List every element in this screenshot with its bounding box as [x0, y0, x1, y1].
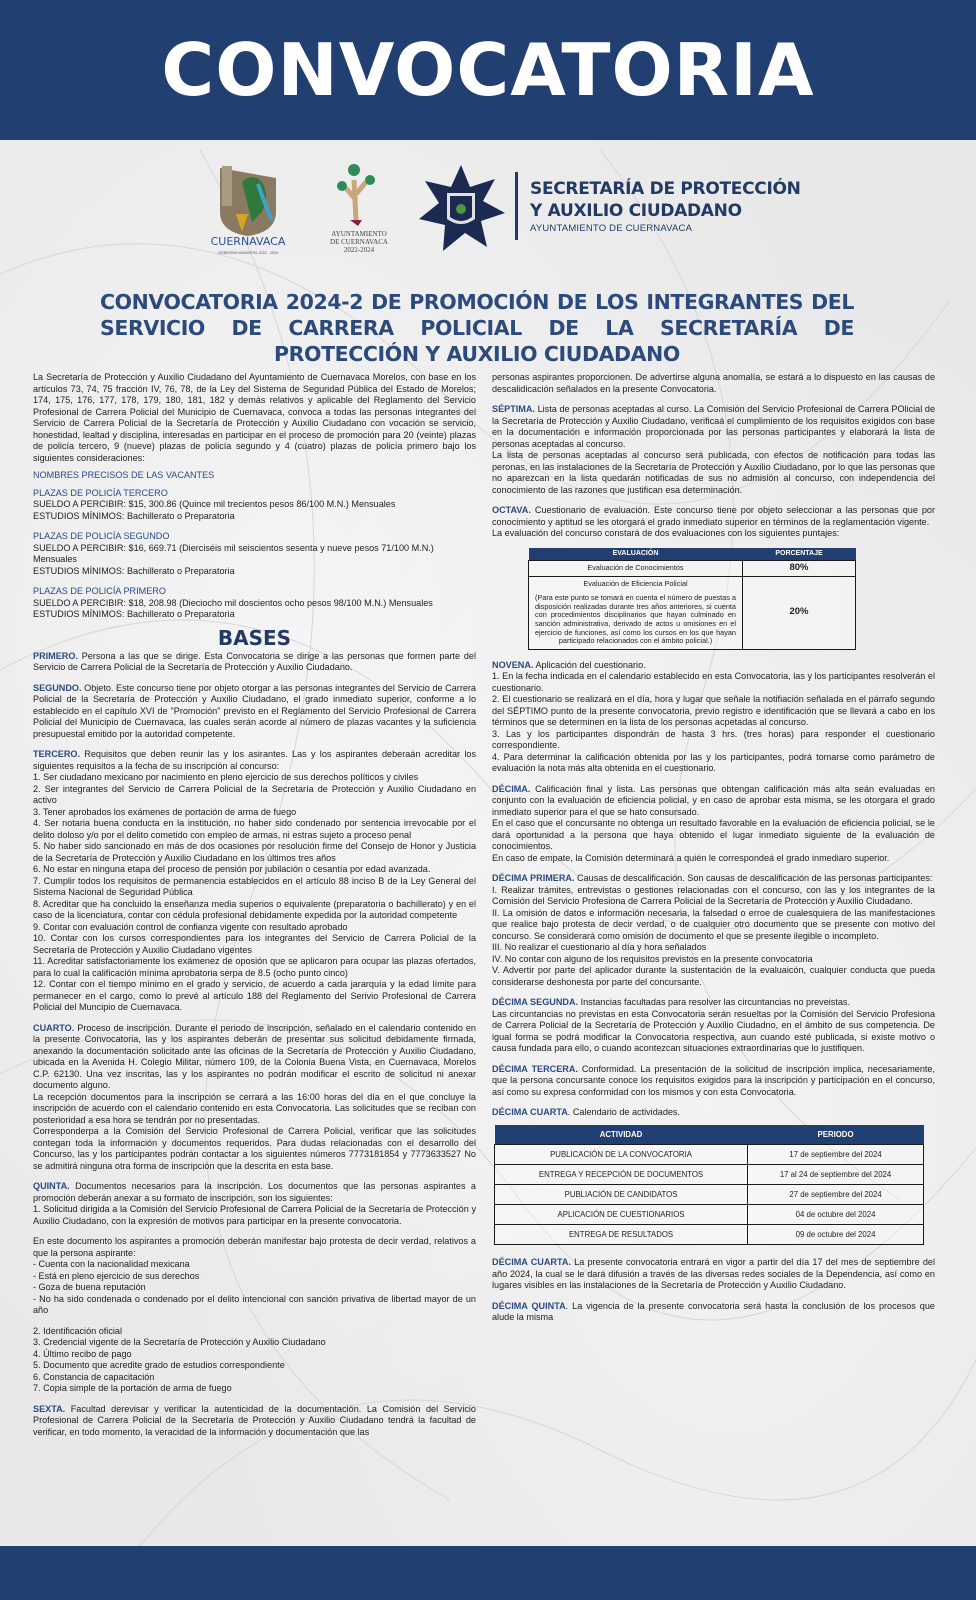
base-cuarto-text: Proceso de inscripción. Durante el periodo de inscripción, señalado en el calendario contenido en la presente Convocatoria, las y los aspirantes deberán de presentar sus solicitud debidamente firmada, anexando la documentación solicitado ante las oficinas de la Secretaría de Protección y Auxilio Ciudadano, ubicada en la Avenida H. Colegio Militar, número 109, de la Colonia Buena Vista, en Cuernavaca, Morelos C.P. 62130. Una vez inscritas, las y los aspirantes no podrán modificar el escrito de solicitud ni anexar documento alguno.: [33, 1022, 476, 1090]
vacancy-salary: SUELDO A PERCIBIR: $18, 208.98 (Dieciocho mil doscientos ocho pesos 98/100 M.N.) Mensuales: [33, 597, 433, 608]
novena-item: 1. En la fecha indicada en el calendario establecido en esta Convocatoria, las y los participantes resolverán el cuestionario.: [492, 671, 935, 693]
base-decima-tercera: [492, 1064, 935, 1099]
intro-paragraph: La Secretaría de Protección y Auxilio Ciudadano del Ayuntamiento de Cuernavaca Morelos, con base en los artículos 73, 74, 75 fracción IV, 76, 78, de la Ley del Sistema de Seguridad Pública del Estado de Morelos; 174, 175, 176, 177, 178, 179, 180, 181, 182 y demás relativos y aplicable del Reglamento del Servicio Profesional de Carrera Policial del Municipio de Cuernavaca, convoca a todas las personas integrantes del Servicio de Carrera Policial de la Secretaría de Protección y Auxilio Ciudadano con vocación se servicio, honestidad, lealtad y disciplina, interesadas en participar en el proceso de promoción para 20 (veinte) plazas de policía tercero, 9 (nueve) plazas de policía segundo y 4 (cuatro) plazas de policía primero bajo los siguientes consideraciones:: [33, 372, 476, 463]
calendar-table: [494, 1125, 924, 1246]
disqualification-item: V. Advertir por parte del aplicador durante la sustentación de la evaluaicón, cualquier conducta que pueda considerarse deshonesta por parte del concursante.: [492, 965, 935, 987]
eval-description: (Para este punto se tomará en cuenta el número de puestas a disposición realizadas durante tres años anteriores, si cuenta con procedimientos disciplinarios que hayan culminado en sanción administrativa, derivado de actos u omisiones en el ejercicio de funciones, así como los cursos en los que hayan participado relacionados con el ámbito policial.): [535, 593, 736, 646]
base-decima-text: Calificación final y lista. Las personas que obtengan calificación más alta seán evaluadas en conjunto con la evaluación de eficiencia policial, y en caso de aprobar esta misma, se les otorgara el grado inmediato superior para el que se hato consursado.: [492, 783, 935, 817]
vacancy-salary: SUELDO A PERCIBIR: $15, 300.86 (Quince mil trecientos pesos 86/100 M.N.) Mensuales: [33, 499, 396, 509]
base-novena: [492, 660, 935, 775]
base-octava-keyword: OCTAVA.: [492, 505, 531, 515]
base-sexta: [33, 1404, 476, 1439]
base-primero-text: Persona a las que se dirige. Esta Convocatoria se dirige a las personas que formen parte del Servicio de Carrera Policial de la Secretaría de Protección y Auxilio Ciudadano.: [33, 650, 476, 672]
vacancies-heading: NOMBRES PRECISOS DE LAS VACANTES: [33, 470, 215, 480]
calendar-activity: PUBLICACIÓN DE LA CONVOCATORIA: [495, 1145, 748, 1165]
calendar-activity: PUBLIACIÓN DE CANDIDATOS: [495, 1185, 748, 1205]
table-row: [529, 561, 856, 577]
table-row: [529, 576, 856, 649]
ayuntamiento-line1: AYUNTAMIENTO: [331, 230, 387, 238]
vacancy-studies: ESTUDIOS MÍNIMOS: Bachillerato o Preparatoria: [33, 609, 235, 619]
base-decima-paragraph: En el caso que el concursante no obtenga un resultado favorable en la evaluación de eficiencia policial, se le dará oportunidad a la persona que haya obtenido el lugar inmediato siguiente de la evaluación de conocimientos.: [492, 818, 935, 852]
vacancy-name: PLAZAS DE POLICÍA TERCERO: [33, 487, 168, 498]
document-item: 2. Identificación oficial: [33, 1325, 122, 1336]
requirement-item: 4. Ser notaria buena conducta en la institución, no haber sido condenado por sentencia irrevocable por el delito doloso y/o por el delito cometido con empleo de armas, ni estras sujeto a proceso penal: [33, 818, 476, 840]
ayuntamiento-line2: DE CUERNAVACA: [330, 238, 388, 246]
base-decima-quinta-keyword: DÉCIMA QUINTA: [492, 1300, 566, 1311]
base-cuarto-paragraph: Corresponderpa a la Comisión del Servicio Profesional de Carrera Policial, verificar que las solicitudes contegan toda la información y documentos requeridos. Para dudas relacionadas con el desarrollo del Concurso, las y los participantes podrán contactar a los siguientes números 7773181854 y 7773633527 No se admitirá ninguna otra forma de inscripción que la descrita en esta base.: [33, 1126, 476, 1171]
calendar-activity: ENTREGA Y RECEPCIÓN DE DOCUMENTOS: [495, 1165, 748, 1185]
top-banner: [0, 0, 976, 140]
requirement-item: 11. Acreditar satisfactoriamente los exámenez de oposión que se aplicaron para ocupar las plazas ofertados, para lo cual la calificación mínima aprobatoria serpa de 8.5 (ocho punto cinco): [33, 956, 476, 978]
base-decima-tercera-keyword: DÉCIMA TERCERA.: [492, 1063, 578, 1074]
base-segundo: [33, 683, 476, 741]
base-sexta-text: Facultad derevisar y verificar la autenticidad de la documentación. La Comisión del Servicio Profesional de Carrera Policial de la Secretaría de Protección y Auxilio Ciudadano tendrá la facultad de verificar, en todo momento, la veracidad de la información y documentación que las: [33, 1403, 476, 1437]
cuernavaca-logo-name: CUERNAVACA: [210, 235, 286, 248]
base-quinta: [33, 1181, 476, 1395]
ayuntamiento-logo: [318, 160, 400, 260]
base-tercero: [33, 749, 476, 1014]
requirement-item: 8. Acreditar que ha concluido la enseñanza media superios o equivalente (preparatoria o bachillerato) y en el caso de la licenciatura, contar con cédula profesional debidamente expedida por la autoridad competente: [33, 898, 476, 920]
vacancy-name: PLAZAS DE POLICÍA PRIMERO: [33, 586, 166, 596]
tree-icon: [337, 164, 375, 226]
vacancy-salary: SUELDO A PERCIBIR: $16, 669.71 (Dierciséis mil seiscientos sesenta y nueve pesos 71/100 M.N.) Mensuales: [33, 542, 434, 564]
base-primero: [33, 651, 476, 674]
document-item: 6. Constancia de capacitación: [33, 1371, 155, 1382]
calendar-period: 09 de octubre del 2024: [748, 1225, 924, 1245]
cuernavaca-logo: [192, 162, 304, 257]
calendar-activity: ENTREGA DE RESULTADOS: [495, 1225, 748, 1245]
disqualification-item: II. La omisión de datos e información necesaria, la falsedad o erroe de cualesquiera de las manifestaciones que realice bajo protesta de decir verdad, o de cualquier otro documento que se presente con motivo del concurso. Se considerará como omisión de documento el que se presente ilegible o incompleto.: [492, 907, 935, 941]
calendar-activity: APLICACIÓN DE CUESTIONARIOS: [495, 1205, 748, 1225]
document-item: 4. Último recibo de pago: [33, 1348, 132, 1359]
base-decima-primera-text: Causas de descalificación. Son causas de descalificación de las personas participantes:: [574, 873, 933, 884]
evaluation-table: [528, 548, 856, 650]
table-row: [495, 1165, 924, 1185]
table-row: [495, 1185, 924, 1205]
calendar-period: 27 de septiembre del 2024: [748, 1185, 924, 1205]
base-tercero-keyword: TERCERO.: [33, 749, 80, 759]
base-decima-tercera-text: Conformidad. La presentación de la solicitud de inscripción implica, necesariamente, que la persona concursante conoce los requisitos exigidos para la inscripción y participación en el concurso, así como su expresa conformidad con los mismos y con esta Convocatoria.: [492, 1063, 936, 1097]
base-decima-segunda-keyword: DÉCIMA SEGUNDA.: [492, 997, 579, 1008]
requirement-item: 12. Contar con el tiempo mínimo en el grado y servicio, de acuerdo a cada jararquía y la edad límite para permanecer en el cargo, como lo prevé al artículo 188 del Reglamento del Serivio Profesional de Carrera Policial del Muncipio de Cuernavaca.: [33, 979, 476, 1012]
vacancy-block: [33, 488, 476, 523]
base-decima-cuarta-calendar: [492, 1107, 935, 1119]
banner-title: CONVOCATORIA: [161, 28, 815, 112]
base-tercero-text: Requisitos que deben reunir las y los asirantes. Las y los aspirantes deberaán acreditar los siguientes requisitos a la fecha de su inscripción al concurso:: [33, 749, 476, 771]
vacancy-block: [33, 586, 476, 621]
eval-header-evaluation: EVALUACIÓN: [529, 548, 743, 561]
base-decima-cuarta-text: La presente convocatoria entrará en vigor a partir del día 17 del mes de septiembre del año 2024, la cual se le dará difusión a través de las diversas redes sociales de la Dependencia, así como en lugares visibles en las instalaciones de la Secretaría de Protección y Auxilio Ciudadano.: [492, 1257, 935, 1291]
base-decima-quinta-text: . La vigencia de la presente convocatoria será hasta la conclusión de los procesos que alude la misma: [492, 1300, 935, 1323]
police-star-badge-icon: [419, 165, 505, 251]
table-row: [495, 1205, 924, 1225]
cuernavaca-shield-icon: [220, 166, 276, 236]
org-name-line1: SECRETARÍA DE PROTECCIÓN: [530, 179, 801, 199]
vacancy-studies: ESTUDIOS MÍNIMOS: Bachillerato o Preparatoria: [33, 510, 235, 521]
base-sexta-keyword: SEXTA.: [33, 1403, 66, 1414]
base-octava: [492, 505, 935, 540]
base-novena-text: Aplicación del cuestionario.: [533, 659, 646, 670]
base-septima-text: Lista de personas aceptadas al curso. La Comisión del Servicio Profesional de Carrera POlicial de la Secretaría de Protección y Auxilio Ciudadano, verificaá el cumplimiento de los requisitos exigidos con base en la documentación e información proporcionada por las personas participantes y elaborará la lista de personas aceptadas al concurso.: [492, 404, 935, 449]
protest-item: - Está en pleno ejercicio de sus derechos: [33, 1270, 200, 1281]
base-cuarto: [33, 1023, 476, 1173]
logo-divider: [515, 172, 518, 240]
eval-percentage: 80%: [743, 561, 856, 577]
right-column: [492, 372, 935, 1333]
org-name-line3: AYUNTAMIENTO DE CUERNAVACA: [530, 223, 693, 234]
base-decima-primera: [492, 873, 935, 988]
base-septima-keyword: SÉPTIMA.: [492, 404, 535, 414]
protest-item: - Cuenta con la nacionalidad mexicana: [33, 1259, 190, 1269]
vacancy-name: PLAZAS DE POLICÍA SEGUNDO: [33, 531, 170, 541]
ayuntamiento-line3: 2022-2024: [343, 246, 375, 254]
novena-item: 2. El cuestionario se realizará en el día, hora y lugar que señale la notifiación señalada en el párrafo segundo del SÉPTIMO punto de la presente convocatoria, previo registro e identificación que se llevará a cabo en los términos que se determinen en la lista de los personas acpetadas al concurso.: [492, 694, 935, 728]
vacancy-block: [33, 531, 476, 577]
eval-percentage: 20%: [743, 576, 856, 649]
org-name-line2: Y AUXILIO CIUDADANO: [530, 201, 742, 221]
base-septima-paragraph: La lista de personas aceptadas al concurso será publicada, con efectos de notificación para todas las peronas, en las instalaciones de la Secretaría de Protección y Auxilio Ciudadano, por lo que las personas que no aparezcan en la lista quedarán notificadas de sus no admisión al concurso, con independencia del conocimiento de las razones que justifican esa determinación.: [492, 450, 935, 495]
base-sexta-continued: personas aspirantes proporcionen. De advertirse alguna anomalía, se estará a lo dispuesto en las causas de descalidicación señalados en la presente Convocatoria.: [492, 372, 935, 394]
base-septima: [492, 404, 935, 496]
calendar-period: 17 al 24 de septiembre del 2024: [748, 1165, 924, 1185]
base-decima-keyword: DÉCIMA.: [492, 783, 531, 794]
requirement-item: 7. Cumplir todos los requisitos de permanencia establecidos en el artículo 88 inciso B de la Ley General del Sistema Nacional de Seguridad Pública: [33, 875, 476, 897]
base-decima-primera-keyword: DÉCIMA PRIMERA.: [492, 873, 575, 884]
eval-name: Evaluación de Conocimientos: [529, 561, 743, 577]
base-novena-keyword: NOVENA.: [492, 659, 534, 670]
requirement-item: 10. Contar con los cursos correspondientes para los integrantes del Servicio de Carrera Policial de la Secretaría de Protección y Auxilio Ciudadano vigentes: [33, 933, 476, 955]
protest-item: - No ha sido condenada o condenado por el delito intencional con sanción privativa de libertad mayor de un año: [33, 1293, 476, 1315]
disqualification-item: I. Realizar trámites, entrevistas o gestiones relacionadas con el concurso, con las y los integrantes de la Comisión del Servicio Profesiona de Carrera Policial de la Secretaría de Protección y Auxilio Ciudadano.: [492, 884, 935, 907]
bases-heading: BASES: [217, 625, 292, 650]
base-cuarto-paragraph: La recepción documentos para la inscripción se cerrará a las 16:00 horas del día en el que concluye la inscripción de acuerdo con el calendario contenido en esta Convocatoria. Las solicitudes que se reciban con posterioridad a esa hora se tendrán por no presentadas.: [33, 1091, 476, 1125]
protest-statement: En este documento los aspirantes a promoción deberán manifestar bajo protesta de decir verdad, relativos a que la persona aspirante:: [33, 1236, 476, 1258]
protest-item: - Goza de buena reputación: [33, 1282, 146, 1292]
base-decima-segunda: [492, 997, 935, 1055]
base-decima-segunda-paragraph: Las circuntancias no previstas en esta Convocatoria serán resueltas por la Comisión del Servicio Profesiona de Carrera Policial de la Secretaría de Protección y Auxilio Ciudadno, en el ámbito de sus competencia. De igual forma se podrá modificar la Convocatoria respectiva, aun cuando esté publicada, si existe motivo o causa fundada para ello, o cuando acontezcan situaciones extraordinarias que lo justifiquen.: [492, 1008, 935, 1054]
vacancy-studies: ESTUDIOS MÍNIMOS: Bachillerato o Preparatoria: [33, 565, 235, 576]
table-row: [495, 1145, 924, 1165]
requirement-item: 3. Tener aprobados los exámenes de portación de arma de fuego: [33, 806, 297, 817]
requirement-item: 2. Ser integrantes del Servicio de Carrera Policial de la Secretaría de Protección y Auxilio Ciudadano en activo: [33, 783, 476, 805]
calendar-period: 17 de septiembre del 2024: [748, 1145, 924, 1165]
eval-name: Evaluación de Eficiencia Policial: [583, 578, 688, 588]
disqualification-item: III. No realizar el cuestionario al día y hora señalados: [492, 942, 707, 953]
base-quinta-keyword: QUINTA.: [33, 1181, 70, 1191]
police-badge-logo: [415, 163, 507, 257]
bottom-band: [0, 1546, 976, 1600]
base-segundo-keyword: SEGUNDO.: [33, 682, 82, 693]
base-cuarto-keyword: CUARTO.: [33, 1022, 75, 1033]
novena-item: 3. Las y los participantes dispondrán de hasta 3 hrs. (tres horas) para responder el cuestionario correspondiente.: [492, 728, 935, 751]
document-item: 3. Credencial vigente de la Secretaría de Protección y Auxilio Ciudadano: [33, 1337, 326, 1347]
calendar-header-period: PERIODO: [748, 1125, 924, 1145]
base-segundo-text: Objeto. Este concurso tiene por objeto otorgar a las personas integrantes del Servicio de Carrera Policial de la Secretaría de Protección y Auxilio Ciudadano, el grado inmediato superior, conforme a lo establecido en el capítulo XVI de "Promoción" previsto en el Reglamento del Servicio Profesional de Carrera Policial del Municipio de Cuernavaca, las cuales serán acorde al número de plazas vacantes y la suficiencia presupuestal emitido por la autoridad competente.: [33, 682, 476, 739]
base-quinta-text: Documentos necesarios para la inscripción. Los documentos que las personas aspirantes a promoción deberán anexar a su formato de inscripción, son los siguientes:: [33, 1181, 476, 1203]
requirement-item: 6. No estar en ninguna etapa del proceso de pensión por jubilación o cesantía por edad avanzada.: [33, 864, 431, 874]
table-row: [495, 1225, 924, 1245]
requirement-item: 1. Ser ciudadano mexicano por nacimiento en pleno ejercicio de sus derechos políticos y civiles: [33, 772, 419, 782]
novena-item: 4. Para determinar la calificación obtenida por las y los participantes, podrá tomarse como parámetro de evaluación la nota más alta obtenida en el cuestionario.: [492, 751, 935, 774]
disqualification-item: IV. No contar con alguno de los requisitos previstos en la presente convocatoria: [492, 953, 813, 964]
cuernavaca-logo-subtitle: GOBIERNO MUNICIPAL 2022 - 2024: [218, 251, 278, 255]
base-decima-segunda-text: Instancias facultadas para resolver las circuntancias no preveistas.: [578, 997, 851, 1008]
org-name: [530, 178, 801, 234]
eval-header-percentage: PORCENTAJE: [743, 548, 856, 561]
base-octava-paragraph: La evaluación del concurso constará de dos evaluaciones con los siguientes puntajes:: [492, 528, 840, 538]
calendar-header-activity: ACTIVIDAD: [495, 1125, 748, 1145]
document-item: 5. Documento que acredite grado de estudios correspondiente: [33, 1360, 285, 1370]
calendar-period: 04 de octubre del 2024: [748, 1205, 924, 1225]
base-decima-paragraph: En caso de empate, la Comisión determinará a quién le correspondeá el grado inmediaro superior.: [492, 852, 890, 863]
base-decima-cuarta-keyword: DÉCIMA CUARTA.: [492, 1257, 571, 1268]
base-octava-text: Cuestionario de evaluación. Este concurso tiene por objeto seleccionar a las personas que por conocimiento y aptitud se les otorgará el grado inmediato superior en términos de la reglamentación vigente.: [492, 505, 935, 527]
base-primero-keyword: PRIMERO.: [33, 650, 78, 661]
requirement-item: 5. No haber sido sancionado en más de dos ocasiones por resolución firme del Consejo de Honor y Justicia de la Secretaría de Protección y Auxilio Ciudadano en los últimos tres años: [33, 841, 476, 863]
eval-cell: [529, 576, 743, 649]
base-decima-cuarta: [492, 1257, 935, 1292]
left-column: [33, 372, 476, 1447]
base-decima: [492, 784, 935, 865]
document-title: CONVOCATORIA 2024-2 DE PROMOCIÓN DE LOS INTEGRANTES DEL SERVICIO DE CARRERA POLICIAL DE LA SECRETARÍA DE PROTECCIÓN Y AUXILIO CIUDADANO: [100, 290, 854, 366]
base-decima-quinta: [492, 1301, 935, 1324]
base-decima-cuarta-calendar-keyword: DÉCIMA CUARTA: [492, 1107, 568, 1118]
base-decima-cuarta-calendar-text: . Calendario de actividades.: [567, 1107, 681, 1118]
document-item: 1. Solicitud dirigida a la Comisión del Servicio Profesional de Carrera Policial de la Secretaría de Protección y Auxilio Ciudadano, con la expresión de motivos para participar en la presente convocatoria.: [33, 1204, 476, 1226]
document-item: 7. Copia simple de la portación de arma de fuego: [33, 1383, 232, 1393]
requirement-item: 9. Contar con evaluación control de confianza vigente con resultado aprobado: [33, 921, 348, 932]
